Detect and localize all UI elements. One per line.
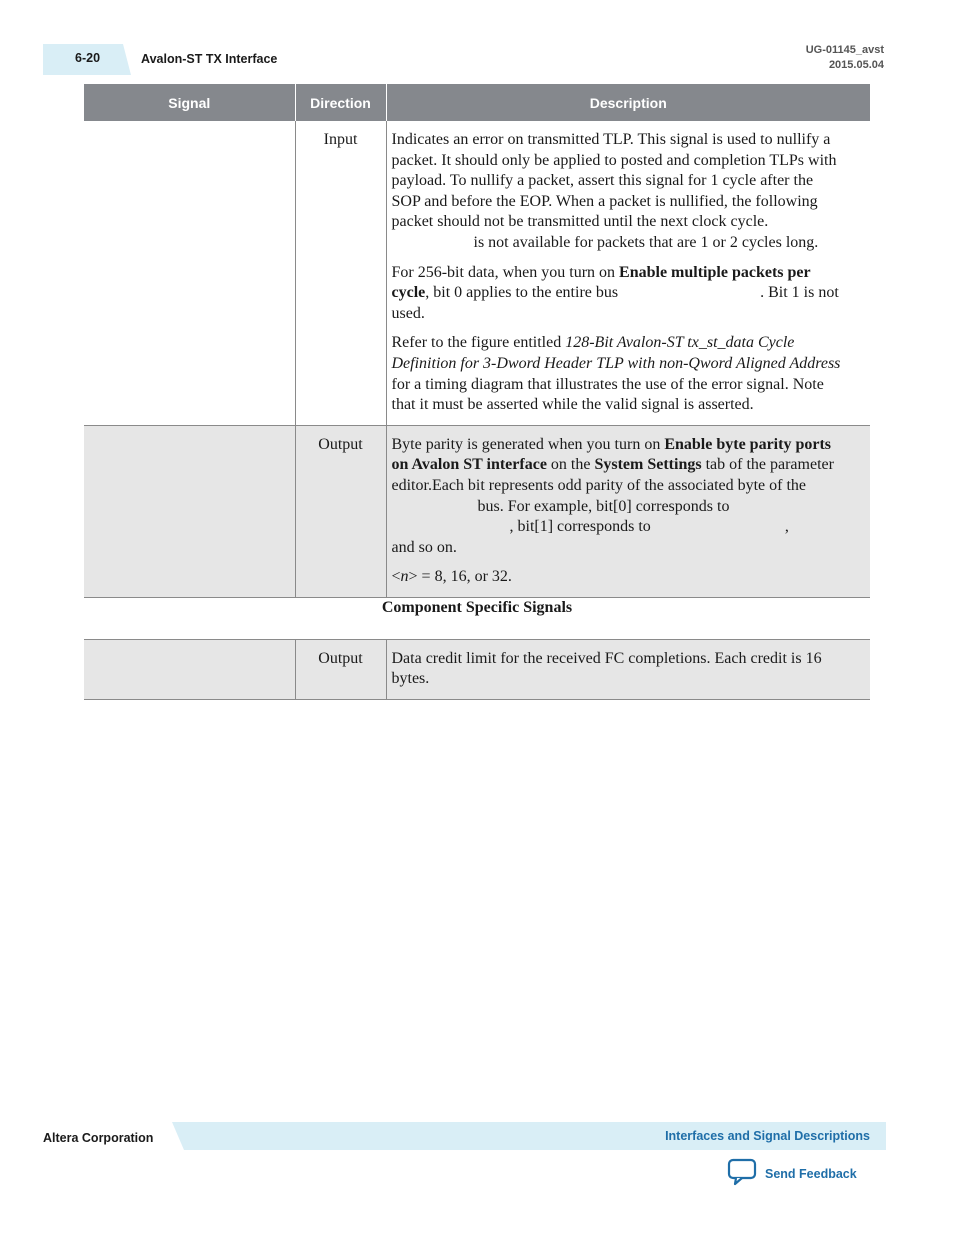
chapter-link[interactable]: Interfaces and Signal Descriptions [665,1129,870,1143]
signal-cell [84,121,295,425]
col-header-description: Description [386,84,870,121]
section-row [84,597,870,639]
description-paragraph [392,263,845,325]
text: Refer to the figure entitled [391,334,562,352]
send-feedback-label: Send Feedback [765,1166,857,1181]
doc-id: UG-01145_avst [805,44,884,56]
text: and so on. [391,538,457,556]
signal-cell [84,425,295,597]
text: tab of the parameter editor.Each bit represents odd parity of the associated byte of the [391,456,834,494]
signal-cell [84,639,295,699]
ui-option-name: Enable multiple packets per cycle [391,263,811,302]
page-number: 6-20 [75,51,101,65]
description-paragraph: Data credit limit for the received FC completions. Each credit is 16 bytes. [391,649,822,688]
text: < [391,568,401,586]
text: for a timing diagram that illustrates the use of the error signal. Note that it must be asserted while the valid signal is asserted. [391,375,824,414]
doc-id-block [806,43,884,73]
description-cell [386,121,870,425]
description-paragraph [392,333,845,415]
text: on the [550,456,591,474]
table-row [84,425,870,597]
text: > = 8, 16, or 32. [408,568,512,586]
direction-cell: Output [295,425,386,597]
company-name: Altera Corporation [43,1131,154,1145]
variable: n [400,568,409,586]
text: , bit[1] corresponds to [509,518,651,536]
col-header-signal: Signal [84,84,295,121]
description-cell [386,639,870,699]
description-paragraph [392,130,845,254]
text: . Bit 1 is not used. [391,284,839,322]
description-cell [386,425,870,597]
direction-cell: Input [295,121,386,425]
signal-table [84,84,870,700]
text: Indicates an error on transmitted TLP. This signal is used to nullify a packet. It should only be applied to posted and completion TLPs with payload. To nullify a packet, assert this signal for 1 cycle after the SOP and before the EOP. When a packet is nullified, the following packet should not be transmitted until the next clock cycle. [391,131,837,231]
text: bus. For example, bit[0] corresponds to [477,497,730,515]
text: is not available for packets that are 1 or 2 cycles long. [473,233,819,251]
figure-reference: 128-Bit Avalon-ST tx_st_data Cycle Definition for 3-Dword Header TLP with non-Qword Aligned Address [391,334,841,372]
doc-date: 2015.05.04 [828,59,884,71]
table-header-row [84,84,870,121]
send-feedback-button[interactable] [727,1158,857,1189]
text: Byte parity is generated when you turn on [391,435,661,453]
description-paragraph [392,435,845,559]
ui-option-name: Enable byte parity ports on Avalon ST interface [391,435,831,474]
ui-tab-name: System Settings [594,456,702,474]
text: For 256-bit data, when you turn on [391,263,616,281]
text: , bit 0 applies to the entire bus [425,284,619,302]
section-title: Avalon-ST TX Interface [141,52,278,66]
chat-bubble-icon [727,1158,765,1189]
table-row [84,639,870,699]
col-header-direction: Direction [295,84,386,121]
description-paragraph [392,567,845,588]
text: , [784,518,789,536]
section-label: Component Specific Signals [84,597,870,639]
table-row [84,121,870,425]
direction-cell: Output [295,639,386,699]
